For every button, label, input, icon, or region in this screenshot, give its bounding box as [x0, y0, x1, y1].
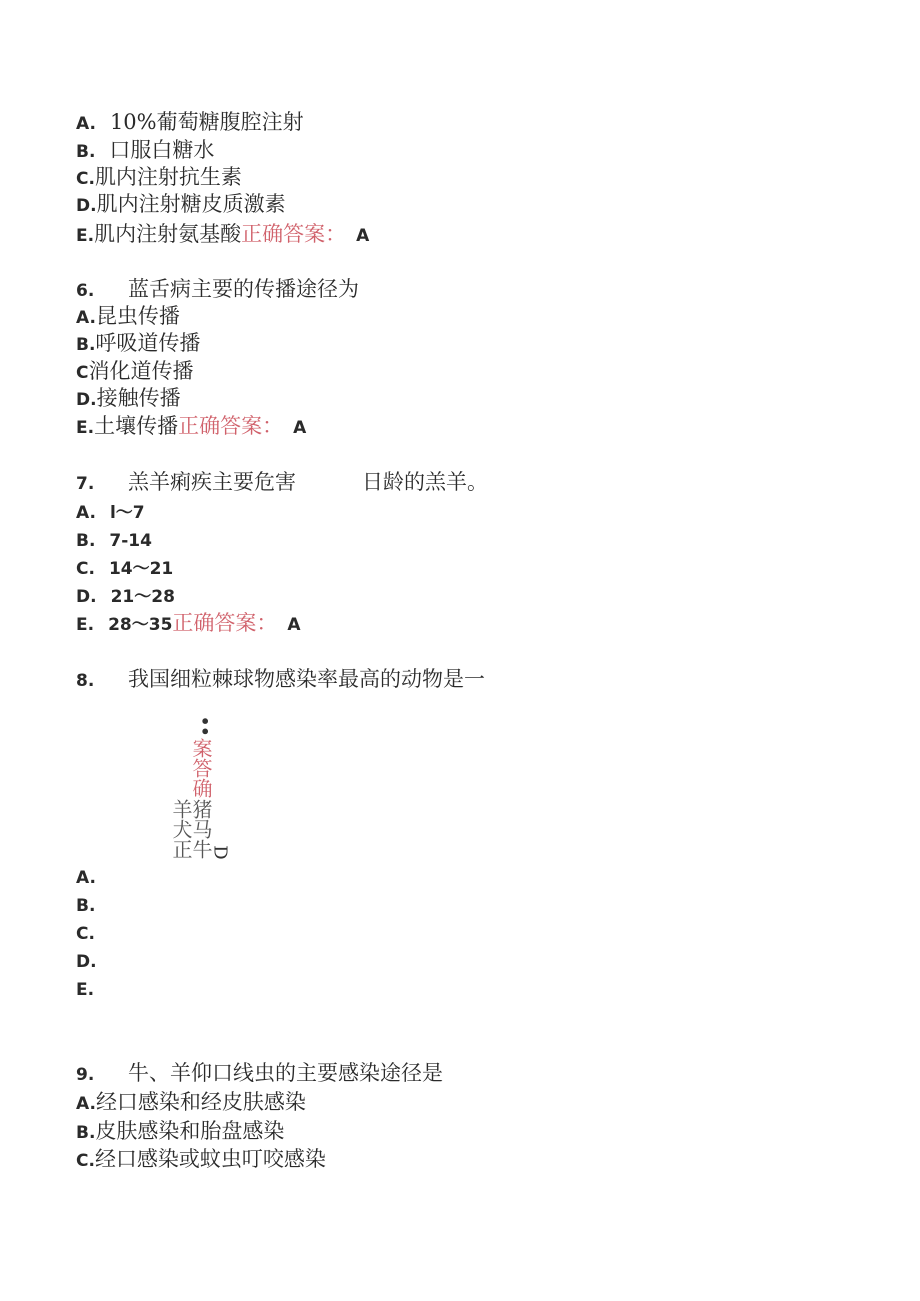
option-label: B.	[76, 335, 96, 355]
option-text: 经口感染和经皮肤感染	[95, 1090, 306, 1114]
q5-option-d	[76, 190, 286, 220]
option-label: E.	[76, 980, 95, 1000]
q9-question	[76, 1059, 443, 1089]
question-number: 7.	[76, 474, 95, 494]
q6-option-e	[76, 412, 306, 442]
question-text: 我国细粒棘球物感染率最高的动物是一	[128, 667, 485, 691]
q7-option-e	[76, 609, 301, 639]
option-label: C.	[76, 924, 95, 944]
q5-option-e	[76, 220, 369, 250]
q8-dots: ••	[195, 716, 214, 737]
q8-option-e	[76, 974, 94, 1004]
q9-option-a	[76, 1088, 306, 1118]
option-text: 肌内注射氨基酸	[94, 222, 242, 246]
option-label: C.	[76, 1151, 95, 1171]
option-label: E.	[76, 615, 95, 635]
q5-option-c	[76, 163, 242, 193]
q7-option-d	[76, 581, 175, 611]
option-text: 14〜21	[108, 559, 174, 579]
option-label: E.	[76, 226, 95, 246]
answer-label: 正确答案：	[178, 414, 284, 438]
option-label: A.	[76, 503, 96, 523]
answer-value: A	[293, 418, 307, 438]
question-number: 8.	[76, 671, 95, 691]
answer-value: A	[356, 226, 370, 246]
q8-option-a	[76, 862, 96, 892]
option-label: B.	[76, 142, 96, 162]
q9-option-b	[76, 1117, 284, 1147]
q8-vertical-options-right: 猪马牛	[189, 799, 213, 859]
q6-option-b	[76, 329, 200, 359]
q6-option-a	[76, 302, 180, 332]
question-text: 牛、羊仰口线虫的主要感染途径是	[128, 1061, 443, 1085]
option-text: 肌内注射抗生素	[94, 165, 242, 189]
question-text: 蓝舌病主要的传播途径为	[128, 277, 359, 301]
option-label: A.	[76, 114, 96, 134]
option-text: 7-14	[109, 531, 152, 551]
q6-question	[76, 275, 359, 305]
option-text: 接触传播	[96, 386, 181, 410]
question-number: 6.	[76, 281, 95, 301]
q8-option-b	[76, 890, 95, 920]
q6-option-d	[76, 384, 181, 414]
option-label: A.	[76, 308, 96, 328]
option-text: 消化道传播	[88, 359, 194, 383]
q7-option-c	[76, 553, 173, 583]
q6-option-c	[76, 357, 193, 387]
answer-label: 正确答案：	[241, 222, 347, 246]
option-text: 28〜35	[108, 615, 173, 635]
option-label: D.	[76, 952, 97, 972]
q7-option-b	[76, 525, 152, 555]
q7-option-a	[76, 497, 145, 527]
q8-rotated-answer: D	[209, 845, 231, 860]
option-text: 21〜28	[110, 587, 175, 607]
option-text: 昆虫传播	[95, 304, 180, 328]
option-text: 土壤传播	[94, 414, 179, 438]
option-label: D.	[76, 390, 97, 410]
answer-value: A	[287, 615, 301, 635]
q7-question	[76, 468, 488, 498]
option-text: 10%葡萄糖腹腔注射	[109, 110, 304, 134]
option-text: 皮肤感染和胎盘感染	[95, 1119, 285, 1143]
question-text-part2: 日龄的羔羊。	[362, 470, 488, 494]
option-label: D.	[76, 196, 97, 216]
q8-question	[76, 665, 485, 695]
option-text: 经口感染或蚊虫叮咬感染	[94, 1147, 326, 1171]
q8-option-d	[76, 946, 97, 976]
q5-option-a	[76, 108, 304, 138]
option-label: B.	[76, 531, 96, 551]
question-number: 9.	[76, 1065, 95, 1085]
option-label: A.	[76, 868, 96, 888]
option-text: l〜7	[109, 503, 145, 523]
option-label: E.	[76, 418, 95, 438]
q9-option-c	[76, 1145, 326, 1175]
q8-option-c	[76, 918, 95, 948]
q5-option-b	[76, 136, 214, 166]
q8-vertical-options-left: 羊犬正	[169, 799, 193, 859]
q8-vertical-answer-label: 案答确	[189, 738, 213, 798]
option-label: C.	[76, 559, 95, 579]
option-label: B.	[76, 896, 96, 916]
option-text: 口服白糖水	[109, 138, 215, 162]
option-label: C.	[76, 169, 95, 189]
answer-label: 正确答案：	[172, 611, 278, 635]
option-text: 肌内注射糖皮质激素	[96, 192, 286, 216]
question-text-part1: 羔羊痢疾主要危害	[128, 470, 296, 494]
option-label: D.	[76, 587, 97, 607]
option-label: B.	[76, 1123, 96, 1143]
option-label: C	[76, 363, 89, 383]
option-text: 呼吸道传播	[95, 331, 201, 355]
option-label: A.	[76, 1094, 96, 1114]
